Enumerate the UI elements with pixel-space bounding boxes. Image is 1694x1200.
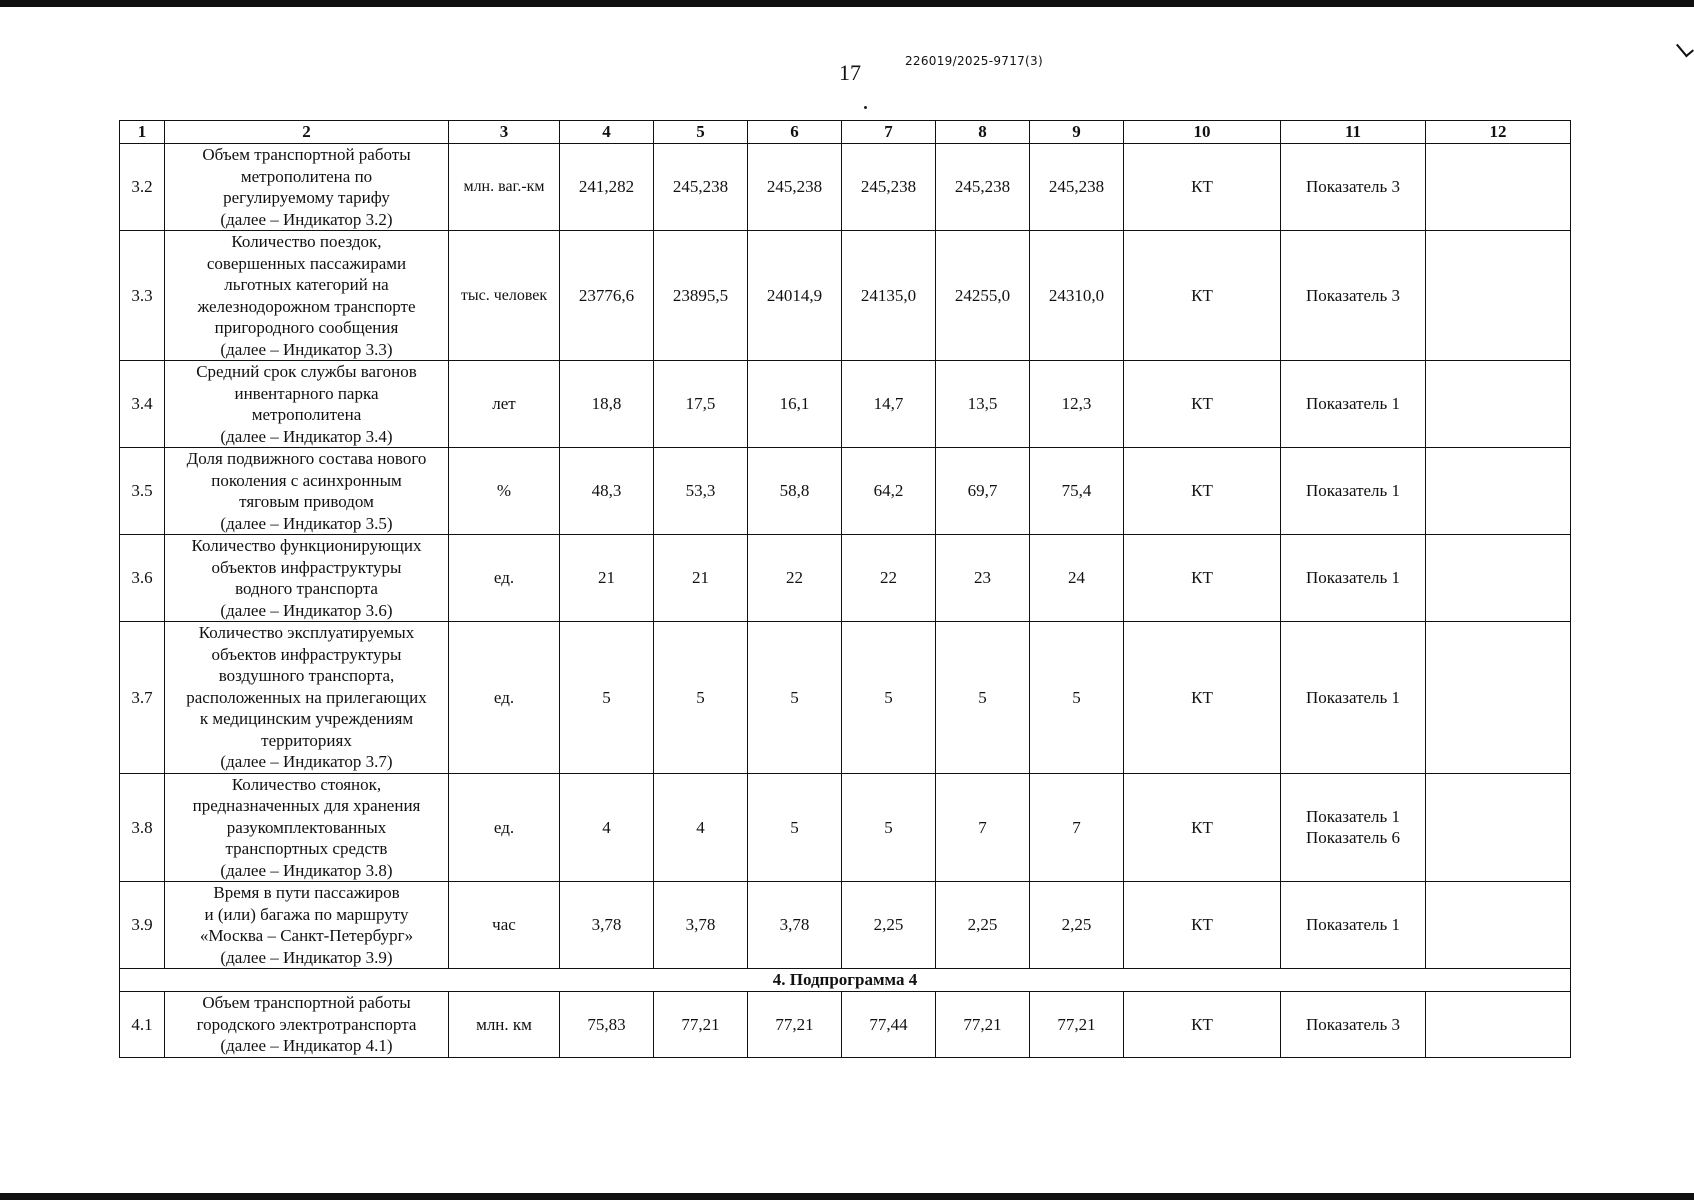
description-line: (далее – Индикатор 3.8)	[220, 860, 393, 880]
unit-cell: %	[449, 448, 560, 535]
table-row	[120, 622, 1571, 774]
description-line: Количество функционирующих	[191, 536, 422, 555]
description-line: Количество поездок,	[231, 232, 382, 251]
description-line: инвентарного парка	[234, 383, 379, 403]
column-12-cell	[1426, 882, 1571, 969]
unit-cell: час	[449, 882, 560, 969]
unit-cell: лет	[449, 361, 560, 448]
column-header-12: 12	[1426, 121, 1571, 144]
column-12-cell	[1426, 622, 1571, 774]
linked-indicator-cell	[1281, 992, 1426, 1058]
type-cell: КТ	[1124, 773, 1281, 882]
scan-bottom-border	[0, 1193, 1694, 1200]
column-12-cell	[1426, 448, 1571, 535]
description-line: тяговым приводом	[239, 492, 374, 511]
linked-indicator: Показатель 3	[1305, 1014, 1401, 1034]
value-cell-8: 69,7	[936, 448, 1030, 535]
value-cell-9: 245,238	[1030, 144, 1124, 231]
description-line: метрополитена	[251, 405, 362, 424]
value-cell-9: 12,3	[1030, 361, 1124, 448]
value-cell-8: 23	[936, 535, 1030, 622]
linked-indicator-cell	[1281, 882, 1426, 969]
linked-indicator: Показатель 1	[1305, 481, 1401, 501]
type-cell: КТ	[1124, 361, 1281, 448]
value-cell-5: 53,3	[654, 448, 748, 535]
value-cell-8: 2,25	[936, 882, 1030, 969]
linked-indicator-cell	[1281, 773, 1426, 882]
description-line: пригородного сообщения	[214, 318, 399, 337]
column-header-4: 4	[560, 121, 654, 144]
unit-cell: ед.	[449, 773, 560, 882]
type-cell: КТ	[1124, 882, 1281, 969]
table-row	[120, 231, 1571, 361]
description-line: метрополитена по	[240, 166, 373, 186]
description-line: разукомплектованных	[226, 817, 387, 837]
description-line: городского электротранспорта	[196, 1014, 417, 1034]
unit-cell: млн. км	[449, 992, 560, 1058]
linked-indicator-cell	[1281, 448, 1426, 535]
linked-indicator-cell	[1281, 231, 1426, 361]
linked-indicator-cell	[1281, 361, 1426, 448]
value-cell-4: 241,282	[560, 144, 654, 231]
value-cell-6: 58,8	[748, 448, 842, 535]
type-cell: КТ	[1124, 144, 1281, 231]
description-line: воздушного транспорта,	[218, 666, 395, 685]
row-number: 3.7	[120, 622, 165, 774]
row-number: 3.9	[120, 882, 165, 969]
description-line: объектов инфраструктуры	[211, 644, 402, 664]
value-cell-9: 2,25	[1030, 882, 1124, 969]
linked-indicator: Показатель 6	[1305, 828, 1401, 848]
row-number: 4.1	[120, 992, 165, 1058]
value-cell-9: 77,21	[1030, 992, 1124, 1058]
value-cell-5: 5	[654, 622, 748, 774]
value-cell-6: 22	[748, 535, 842, 622]
value-cell-8: 77,21	[936, 992, 1030, 1058]
value-cell-4: 48,3	[560, 448, 654, 535]
table-row	[120, 144, 1571, 231]
description-line: (далее – Индикатор 3.3)	[220, 339, 393, 359]
value-cell-6: 24014,9	[748, 231, 842, 361]
table-row	[120, 992, 1571, 1058]
column-header-10: 10	[1124, 121, 1281, 144]
description-line: (далее – Индикатор 4.1)	[220, 1036, 393, 1055]
indicator-description	[165, 144, 449, 231]
type-cell: КТ	[1124, 231, 1281, 361]
value-cell-9: 24	[1030, 535, 1124, 622]
linked-indicator: Показатель 1	[1305, 687, 1401, 707]
indicator-description	[165, 992, 449, 1058]
description-line: Время в пути пассажиров	[213, 883, 400, 902]
type-cell: КТ	[1124, 448, 1281, 535]
column-header-2: 2	[165, 121, 449, 144]
page-number: 17	[839, 60, 861, 85]
value-cell-5: 245,238	[654, 144, 748, 231]
value-cell-7: 2,25	[842, 882, 936, 969]
value-cell-7: 24135,0	[842, 231, 936, 361]
value-cell-4: 75,83	[560, 992, 654, 1058]
value-cell-6: 77,21	[748, 992, 842, 1058]
linked-indicator-cell	[1281, 144, 1426, 231]
column-header-7: 7	[842, 121, 936, 144]
description-line: и (или) багажа по маршруту	[204, 904, 409, 924]
linked-indicator-cell	[1281, 622, 1426, 774]
indicator-description	[165, 882, 449, 969]
unit-cell: тыс. человек	[449, 231, 560, 361]
value-cell-9: 5	[1030, 622, 1124, 774]
column-header-6: 6	[748, 121, 842, 144]
type-cell: КТ	[1124, 992, 1281, 1058]
column-12-cell	[1426, 144, 1571, 231]
value-cell-7: 77,44	[842, 992, 936, 1058]
table-row	[120, 535, 1571, 622]
description-line: транспортных средств	[225, 839, 388, 858]
value-cell-6: 245,238	[748, 144, 842, 231]
value-cell-4: 18,8	[560, 361, 654, 448]
column-header-9: 9	[1030, 121, 1124, 144]
description-line: водного транспорта	[235, 579, 378, 598]
description-line: (далее – Индикатор 3.5)	[220, 513, 393, 533]
type-cell: КТ	[1124, 535, 1281, 622]
value-cell-8: 5	[936, 622, 1030, 774]
value-cell-6: 5	[748, 773, 842, 882]
value-cell-6: 5	[748, 622, 842, 774]
value-cell-7: 64,2	[842, 448, 936, 535]
value-cell-7: 5	[842, 622, 936, 774]
row-number: 3.5	[120, 448, 165, 535]
value-cell-5: 21	[654, 535, 748, 622]
value-cell-8: 13,5	[936, 361, 1030, 448]
description-line: Средний срок службы вагонов	[196, 362, 417, 381]
column-12-cell	[1426, 535, 1571, 622]
indicator-description	[165, 773, 449, 882]
description-line: Количество стоянок,	[231, 774, 382, 794]
column-header-1: 1	[120, 121, 165, 144]
indicator-description	[165, 231, 449, 361]
linked-indicator: Показатель 3	[1305, 177, 1401, 197]
value-cell-7: 14,7	[842, 361, 936, 448]
description-line: предназначенных для хранения	[192, 796, 421, 815]
description-line: Доля подвижного состава нового	[186, 449, 427, 468]
value-cell-5: 3,78	[654, 882, 748, 969]
column-header-3: 3	[449, 121, 560, 144]
table-row	[120, 361, 1571, 448]
description-line: (далее – Индикатор 3.7)	[220, 752, 393, 771]
table-row	[120, 882, 1571, 969]
value-cell-4: 21	[560, 535, 654, 622]
value-cell-5: 4	[654, 773, 748, 882]
row-number: 3.4	[120, 361, 165, 448]
indicator-description	[165, 622, 449, 774]
description-line: поколения с асинхронным	[211, 470, 402, 490]
type-cell: КТ	[1124, 622, 1281, 774]
linked-indicator: Показатель 1	[1305, 915, 1401, 935]
value-cell-7: 5	[842, 773, 936, 882]
value-cell-4: 23776,6	[560, 231, 654, 361]
description-line: (далее – Индикатор 3.6)	[220, 600, 393, 620]
column-header-5: 5	[654, 121, 748, 144]
value-cell-5: 17,5	[654, 361, 748, 448]
value-cell-4: 5	[560, 622, 654, 774]
column-12-cell	[1426, 231, 1571, 361]
column-12-cell	[1426, 773, 1571, 882]
row-number: 3.2	[120, 144, 165, 231]
description-line: льготных категорий на	[224, 275, 389, 294]
indicator-description	[165, 448, 449, 535]
description-line: к медицинским учреждениям	[199, 709, 414, 728]
description-line: железнодорожном транспорте	[197, 296, 416, 316]
column-12-cell	[1426, 361, 1571, 448]
description-line: Объем транспортной работы	[202, 993, 411, 1012]
row-number: 3.6	[120, 535, 165, 622]
table-row	[120, 448, 1571, 535]
value-cell-9: 24310,0	[1030, 231, 1124, 361]
header-row	[120, 121, 1571, 144]
description-line: совершенных пассажирами	[206, 253, 407, 273]
column-header-11: 11	[1281, 121, 1426, 144]
indicators-table	[119, 120, 1571, 1058]
description-line: Количество эксплуатируемых	[198, 623, 415, 642]
value-cell-5: 23895,5	[654, 231, 748, 361]
value-cell-8: 245,238	[936, 144, 1030, 231]
value-cell-7: 245,238	[842, 144, 936, 231]
linked-indicator-cell	[1281, 535, 1426, 622]
linked-indicator: Показатель 1	[1305, 394, 1401, 414]
section-title: 4. Подпрограмма 4	[120, 969, 1571, 992]
description-line: «Москва – Санкт-Петербург»	[199, 926, 414, 945]
value-cell-9: 75,4	[1030, 448, 1124, 535]
row-number: 3.3	[120, 231, 165, 361]
unit-cell: ед.	[449, 622, 560, 774]
description-line: Объем транспортной работы	[202, 145, 411, 164]
value-cell-7: 22	[842, 535, 936, 622]
table-row	[120, 773, 1571, 882]
section-row	[120, 969, 1571, 992]
description-line: расположенных на прилегающих	[186, 687, 427, 707]
value-cell-4: 3,78	[560, 882, 654, 969]
value-cell-8: 24255,0	[936, 231, 1030, 361]
document-id: 226019/2025-9717(3)	[905, 54, 1043, 68]
scan-corner-mark	[1676, 39, 1694, 58]
row-number: 3.8	[120, 773, 165, 882]
description-line: (далее – Индикатор 3.4)	[220, 426, 393, 446]
table-body	[120, 144, 1571, 1058]
indicator-description	[165, 361, 449, 448]
column-12-cell	[1426, 992, 1571, 1058]
unit-cell: млн. ваг.-км	[449, 144, 560, 231]
column-header-8: 8	[936, 121, 1030, 144]
value-cell-4: 4	[560, 773, 654, 882]
indicator-description	[165, 535, 449, 622]
value-cell-6: 16,1	[748, 361, 842, 448]
description-line: (далее – Индикатор 3.9)	[220, 947, 393, 967]
description-line: (далее – Индикатор 3.2)	[220, 209, 393, 229]
unit-cell: ед.	[449, 535, 560, 622]
value-cell-9: 7	[1030, 773, 1124, 882]
linked-indicator: Показатель 3	[1305, 285, 1401, 305]
value-cell-5: 77,21	[654, 992, 748, 1058]
linked-indicator: Показатель 1	[1305, 568, 1401, 588]
description-line: объектов инфраструктуры	[211, 557, 402, 577]
scan-speck	[864, 106, 867, 109]
description-line: регулируемому тарифу	[223, 188, 390, 207]
value-cell-6: 3,78	[748, 882, 842, 969]
value-cell-8: 7	[936, 773, 1030, 882]
linked-indicator: Показатель 1	[1305, 806, 1401, 826]
description-line: территориях	[261, 730, 352, 750]
scan-top-border	[0, 0, 1694, 7]
